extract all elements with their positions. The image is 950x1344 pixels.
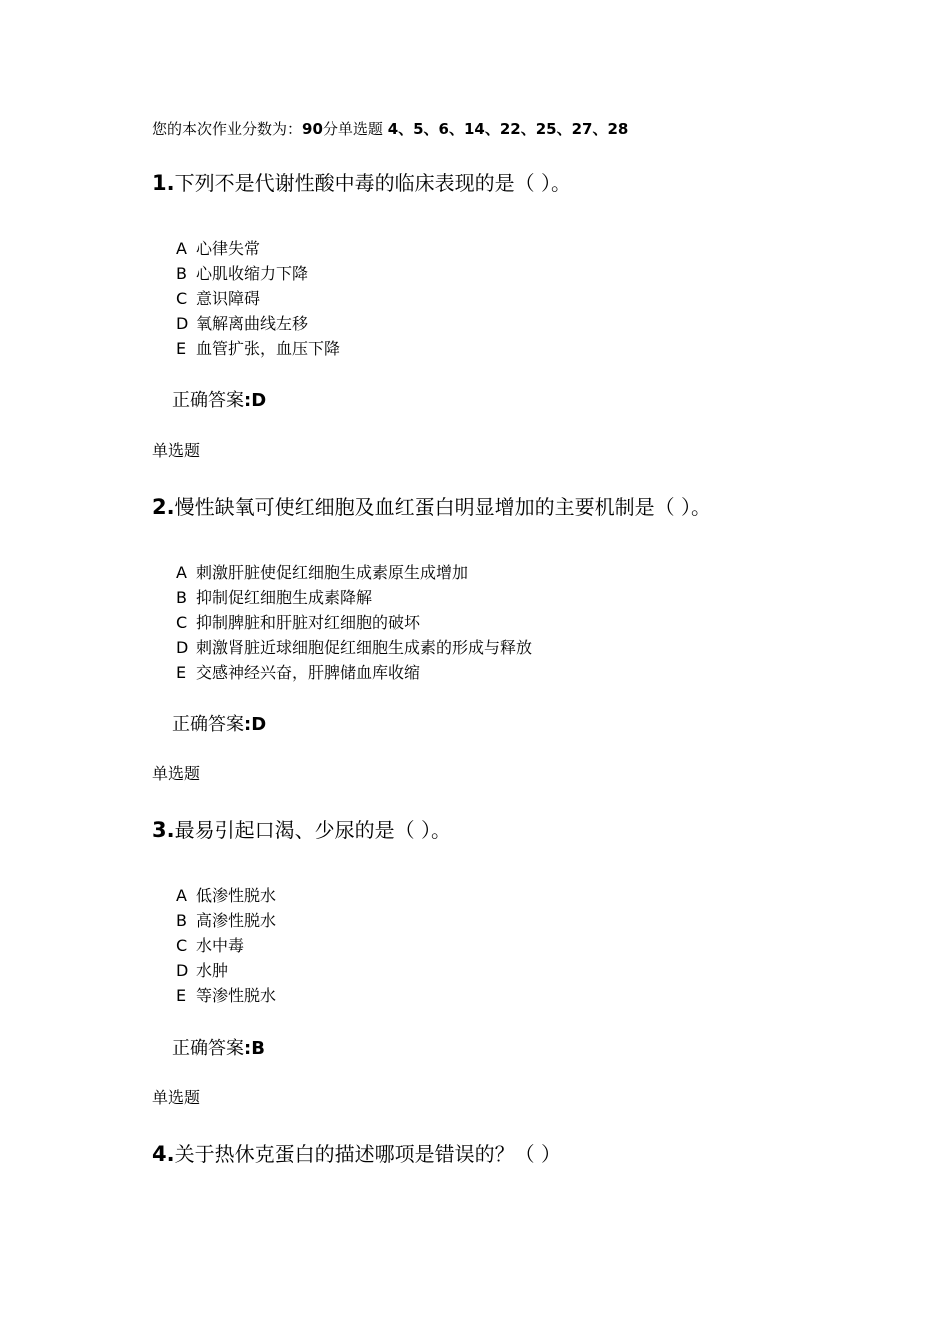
option-letter: C: [176, 289, 188, 308]
question-number: 1.: [152, 171, 175, 195]
option-text: 交感神经兴奋，肝脾储血库收缩: [196, 663, 421, 682]
option-letter: B: [176, 264, 187, 283]
option-list: [176, 560, 532, 685]
option-letter: C: [176, 613, 188, 632]
option-a: [176, 883, 276, 908]
option-text: 刺激肝脏使促红细胞生成素原生成增加: [196, 563, 469, 582]
question-title: [152, 815, 451, 845]
question-number: 4.: [152, 1142, 175, 1166]
option-text: 等渗性脱水: [196, 986, 277, 1005]
answer-label: 正确答案: [172, 1038, 244, 1059]
option-text: 刺激肾脏近球细胞促红细胞生成素的形成与释放: [196, 638, 533, 657]
option-letter: D: [176, 638, 189, 657]
option-text: 抑制促红细胞生成素降解: [196, 588, 373, 607]
option-text: 抑制脾脏和肝脏对红细胞的破坏: [196, 613, 421, 632]
correct-answer: [172, 710, 266, 736]
answer-value: :D: [244, 390, 267, 411]
option-a: [176, 560, 532, 585]
option-letter: B: [176, 588, 187, 607]
option-letter: A: [176, 239, 187, 258]
option-text: 水中毒: [196, 936, 245, 955]
option-c: [176, 610, 532, 635]
wrong-items-list: 4、5、6、14、22、25、27、28: [387, 120, 629, 138]
question-title: [152, 1139, 561, 1169]
option-c: [176, 286, 340, 311]
question-text: 下列不是代谢性酸中毒的临床表现的是（ ）。: [174, 171, 571, 195]
question-text: 最易引起口渴、少尿的是（ ）。: [174, 818, 451, 842]
option-d: [176, 311, 340, 336]
question-text: 关于热休克蛋白的描述哪项是错误的？（ ）: [174, 1142, 561, 1166]
option-list: [176, 236, 340, 361]
option-text: 血管扩张，血压下降: [196, 339, 341, 358]
option-b: [176, 585, 532, 610]
option-d: [176, 635, 532, 660]
option-letter: E: [176, 339, 187, 358]
answer-label: 正确答案: [172, 390, 244, 411]
answer-value: :D: [244, 714, 267, 735]
option-list: [176, 883, 276, 1008]
option-text: 心律失常: [196, 239, 261, 258]
option-letter: D: [176, 961, 189, 980]
option-e: [176, 336, 340, 361]
option-letter: D: [176, 314, 189, 333]
answer-value: :B: [244, 1038, 265, 1059]
correct-answer: [172, 386, 266, 412]
option-letter: A: [176, 563, 187, 582]
question-text: 慢性缺氧可使红细胞及血红蛋白明显增加的主要机制是（ ）。: [174, 495, 711, 519]
question-title: [152, 168, 912, 198]
question-1: [152, 168, 912, 411]
option-letter: A: [176, 886, 187, 905]
correct-answer: [172, 1034, 265, 1060]
option-a: [176, 236, 340, 261]
score-prefix: 您的本次作业分数为：: [152, 120, 303, 138]
question-2: [152, 439, 912, 735]
question-3: [152, 762, 912, 1059]
question-number: 3.: [152, 818, 175, 842]
question-4: [152, 1086, 912, 1166]
answer-label: 正确答案: [172, 714, 244, 735]
option-text: 低渗性脱水: [196, 886, 277, 905]
question-type: 单选题: [152, 1088, 201, 1107]
option-b: [176, 261, 340, 286]
option-letter: E: [176, 986, 187, 1005]
question-title: [152, 492, 711, 522]
score-summary: [152, 118, 628, 139]
question-type: 单选题: [152, 764, 201, 783]
option-letter: E: [176, 663, 187, 682]
option-text: 心肌收缩力下降: [196, 264, 309, 283]
option-b: [176, 908, 276, 933]
option-letter: C: [176, 936, 188, 955]
option-e: [176, 983, 276, 1008]
option-letter: B: [176, 911, 187, 930]
option-text: 水肿: [196, 961, 229, 980]
score-suffix: 分单选题: [322, 120, 383, 138]
option-text: 高渗性脱水: [196, 911, 277, 930]
option-e: [176, 660, 532, 685]
option-text: 氧解离曲线左移: [196, 314, 309, 333]
question-number: 2.: [152, 495, 175, 519]
option-text: 意识障碍: [196, 289, 261, 308]
score-value: 90: [302, 120, 323, 138]
option-d: [176, 958, 276, 983]
option-c: [176, 933, 276, 958]
question-type: 单选题: [152, 441, 201, 460]
